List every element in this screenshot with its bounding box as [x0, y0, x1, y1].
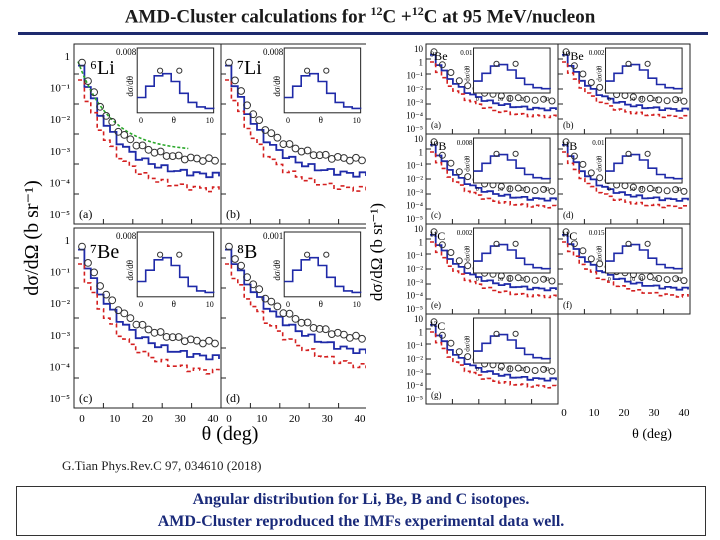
right-ytick-label: 10⁻⁴: [406, 290, 423, 301]
caption-line-2: AMD-Cluster reproduced the IMFs experimental data well.: [157, 513, 565, 530]
inset-xlabel: θ: [639, 275, 644, 283]
left-ytick-label: 1: [64, 51, 70, 63]
inset-xtick-label: 30: [543, 97, 550, 103]
right-ytick-label: 10⁻⁵: [406, 394, 423, 404]
inset-xlabel: θ: [507, 95, 512, 103]
panel-tag: (d): [226, 391, 240, 405]
inset-xtick-label: 20: [520, 187, 527, 193]
left-xlabel: θ (deg): [201, 423, 259, 445]
left-xtick-label: 20: [289, 413, 300, 425]
isotope-label: ⁶Li: [90, 57, 115, 79]
inset-xlabel: θ: [171, 298, 176, 309]
inset-xtick-label: 10: [205, 115, 214, 125]
caption-line-1: Angular distribution for Li, Be, B and C isotopes.: [192, 491, 530, 508]
right-ytick-label: 10⁻¹: [406, 160, 423, 171]
inset-ymax: 0.01: [460, 49, 473, 57]
inset-ymax: 0.002: [456, 229, 473, 237]
inset-ylabel: dσ/dθ: [125, 75, 136, 97]
left-figure-plot: [18, 38, 366, 450]
slide-title: AMD-Cluster calculations for $^{12}$C +$^{12}$C at 95 MeV/nucleon: [124, 4, 596, 28]
inset-frame: [137, 48, 213, 113]
inset-xtick-label: 20: [652, 277, 659, 283]
right-ytick-label: 10⁻³: [406, 277, 423, 288]
inset-xtick-label: 30: [675, 97, 682, 103]
right-ytick-label: 10⁻³: [406, 187, 423, 198]
left-ytick-label: 10⁻⁴: [49, 177, 70, 190]
inset-ylabel: dσ/dθ: [595, 155, 604, 172]
inset-xtick-label: 0: [475, 187, 479, 193]
right-ytick-label: 10⁻⁴: [406, 110, 423, 121]
left-figure: [18, 38, 366, 450]
isotope-label: ¹¹C: [430, 229, 446, 243]
inset-ymax: 0.001: [262, 231, 284, 241]
inset-xlabel: θ: [507, 275, 512, 283]
left-xtick-label: 20: [142, 413, 153, 425]
right-ytick-label: 10⁻⁵: [406, 214, 423, 224]
right-ylabel: dσ/dΩ (b sr⁻¹): [368, 202, 386, 302]
left-ytick-label: 10⁻¹: [49, 82, 70, 95]
panel-tag: (a): [79, 207, 93, 221]
panel-tag: (f): [563, 300, 572, 310]
right-ytick-label: 10: [414, 44, 423, 54]
inset-xtick-label: 10: [205, 299, 214, 309]
right-ytick-label: 10⁻⁵: [406, 124, 423, 134]
inset-frame: [284, 232, 360, 297]
left-ytick-label: 10⁻⁵: [49, 393, 70, 405]
panel-tag: (b): [226, 207, 240, 221]
right-xtick-label: 30: [648, 407, 660, 419]
isotope-label: ¹¹B: [562, 139, 578, 153]
inset-xtick-label: 0: [286, 115, 290, 125]
left-xtick-label: 0: [79, 413, 85, 425]
inset-xlabel: θ: [507, 185, 512, 193]
inset-xtick-label: 10: [497, 277, 504, 283]
inset-ylabel: dσ/dθ: [463, 155, 472, 172]
isotope-label: ⁷Be: [90, 241, 120, 263]
left-ytick-label: 10⁻³: [49, 329, 70, 342]
inset-xtick-label: 20: [520, 367, 527, 373]
inset-xtick-label: 20: [520, 97, 527, 103]
inset-xtick-label: 20: [520, 277, 527, 283]
right-ytick-label: 10⁻⁴: [406, 380, 423, 391]
right-ytick-label: 10⁻¹: [406, 250, 423, 261]
inset-xtick-label: 0: [475, 97, 479, 103]
inset-xtick-label: 30: [543, 367, 550, 373]
isotope-label: ⁸B: [237, 241, 258, 263]
title-underline: [18, 32, 708, 35]
inset-ylabel: dσ/dθ: [463, 335, 472, 352]
reference-citation: G.Tian Phys.Rev.C 97, 034610 (2018): [62, 458, 262, 473]
left-ytick-label: 10⁻³: [49, 145, 70, 158]
inset-ymax: 0.008: [456, 139, 473, 147]
inset-xtick-label: 0: [286, 299, 290, 309]
right-ytick-label: 10: [414, 314, 423, 324]
inset-xtick-label: 30: [675, 187, 682, 193]
right-ytick-label: 10⁻¹: [406, 70, 423, 81]
left-ytick-label: 10⁻⁴: [49, 361, 70, 374]
right-xtick-label: 40: [678, 407, 690, 419]
left-xtick-label: 10: [109, 413, 121, 425]
isotope-label: ¹⁰B: [430, 139, 447, 153]
left-xtick-label: 40: [354, 413, 366, 425]
inset-frame: [284, 48, 360, 113]
right-ytick-label: 10: [414, 224, 423, 234]
inset-xtick-label: 10: [497, 187, 504, 193]
right-ytick-label: 10⁻¹: [406, 340, 423, 351]
panel-tag: (d): [563, 210, 574, 220]
inset-ymax: 0.01: [592, 139, 605, 147]
left-xtick-label: 40: [207, 413, 219, 425]
caption-box: [16, 486, 706, 536]
left-xtick-label: 10: [256, 413, 268, 425]
inset-xtick-label: 30: [543, 277, 550, 283]
inset-xlabel: θ: [171, 114, 176, 125]
right-ytick-label: 10⁻²: [406, 264, 423, 274]
inset-ylabel: dσ/dθ: [125, 259, 136, 281]
right-figure-plot: [368, 42, 720, 456]
inset-xtick-label: 0: [607, 97, 611, 103]
left-xtick-label: 0: [226, 413, 232, 425]
left-ytick-label: 10⁻¹: [49, 266, 70, 279]
right-ytick-label: 10: [414, 134, 423, 144]
right-figure: [368, 42, 720, 456]
panel-tag: (a): [431, 120, 441, 130]
inset-xtick-label: 0: [139, 115, 143, 125]
inset-ylabel: dσ/dθ: [272, 75, 283, 97]
isotope-label: ⁷Li: [237, 57, 262, 79]
inset-xlabel: θ: [507, 365, 512, 373]
inset-xlabel: θ: [639, 185, 644, 193]
right-ytick-label: 10⁻²: [406, 84, 423, 94]
left-ylabel: dσ/dΩ (b sr⁻¹): [21, 180, 43, 296]
isotope-label: ⁹Be: [430, 49, 448, 63]
left-ytick-label: 10⁻⁵: [49, 209, 70, 221]
inset-xtick-label: 0: [139, 299, 143, 309]
inset-xtick-label: 0: [607, 277, 611, 283]
inset-xlabel: θ: [318, 298, 323, 309]
inset-xtick-label: 10: [629, 187, 636, 193]
inset-xtick-label: 10: [497, 97, 504, 103]
right-xtick-label: 10: [588, 407, 600, 419]
inset-ylabel: dσ/dθ: [463, 245, 472, 262]
panel-tag: (e): [431, 300, 441, 310]
panel-tag: (b): [563, 120, 574, 130]
right-ytick-label: 10⁻²: [406, 354, 423, 364]
inset-xtick-label: 30: [543, 187, 550, 193]
inset-xtick-label: 0: [475, 367, 479, 373]
inset-xlabel: θ: [639, 95, 644, 103]
inset-xtick-label: 30: [675, 277, 682, 283]
left-ytick-label: 1: [64, 235, 70, 247]
isotope-label: ¹⁰Be: [562, 49, 584, 63]
right-xlabel: θ (deg): [632, 427, 672, 442]
inset-xtick-label: 10: [352, 299, 361, 309]
inset-ylabel: dσ/dθ: [595, 245, 604, 262]
inset-ymax: 0.008: [115, 47, 137, 57]
inset-ylabel: dσ/dθ: [272, 259, 283, 281]
right-ytick-label: 10⁻³: [406, 97, 423, 108]
inset-xtick-label: 10: [629, 97, 636, 103]
isotope-label: ¹¹C: [562, 229, 578, 243]
inset-xtick-label: 10: [629, 277, 636, 283]
right-ytick-label: 1: [418, 327, 423, 338]
left-ytick-label: 10⁻²: [49, 114, 70, 127]
inset-ymax: 0.008: [115, 231, 137, 241]
left-xtick-label: 30: [321, 413, 333, 425]
inset-ymax: 0.002: [588, 49, 605, 57]
inset-xtick-label: 20: [652, 187, 659, 193]
panel-tag: (c): [431, 210, 441, 220]
inset-frame: [137, 232, 213, 297]
panel-tag: (g): [431, 390, 442, 400]
inset-xlabel: θ: [318, 114, 323, 125]
left-ytick-label: 10⁻²: [49, 298, 70, 311]
right-ytick-label: 1: [418, 237, 423, 248]
inset-ymax: 0.008: [262, 47, 284, 57]
panel-tag: (c): [79, 391, 93, 405]
inset-xtick-label: 10: [352, 115, 361, 125]
inset-ylabel: dσ/dθ: [463, 65, 472, 82]
right-ytick-label: 10⁻³: [406, 367, 423, 378]
right-xtick-label: 0: [561, 407, 567, 419]
inset-xtick-label: 0: [607, 187, 611, 193]
inset-ylabel: dσ/dθ: [595, 65, 604, 82]
inset-xtick-label: 0: [475, 277, 479, 283]
right-ytick-label: 10⁻⁵: [406, 304, 423, 314]
left-xtick-label: 30: [174, 413, 186, 425]
right-xtick-label: 20: [618, 407, 630, 419]
isotope-label: ¹²C: [430, 319, 446, 333]
right-ytick-label: 10⁻²: [406, 174, 423, 184]
inset-xtick-label: 10: [497, 367, 504, 373]
inset-ymax: 0.015: [588, 229, 605, 237]
right-ytick-label: 10⁻⁴: [406, 200, 423, 211]
right-ytick-label: 1: [418, 147, 423, 158]
inset-xtick-label: 20: [652, 97, 659, 103]
right-ytick-label: 1: [418, 57, 423, 68]
